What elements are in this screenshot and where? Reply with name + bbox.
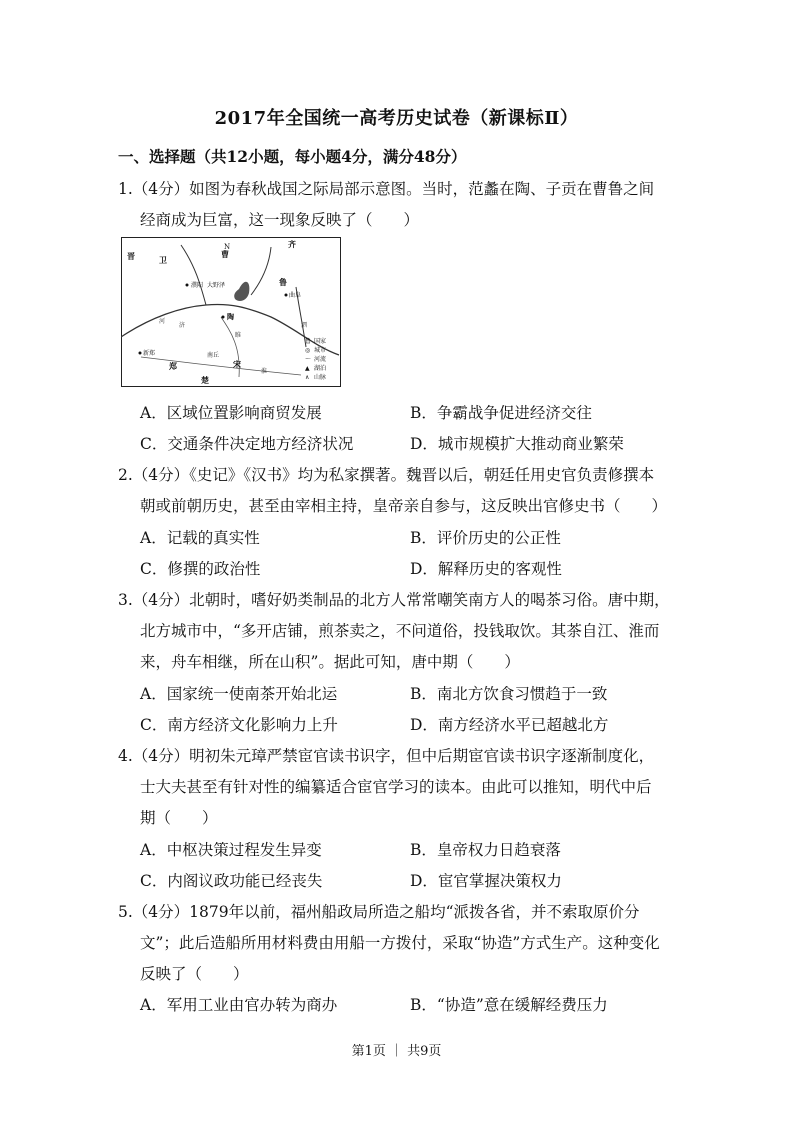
question-2-option-a: A．记载的真实性 bbox=[140, 529, 260, 547]
question-4-option-d: D．宦官掌握决策权力 bbox=[410, 872, 562, 890]
question-1-line-2: 经商成为巨富，这一现象反映了（ ） bbox=[140, 211, 420, 229]
question-1-option-a: A．区域位置影响商贸发展 bbox=[140, 404, 322, 422]
legend-symbol-1: ◎ bbox=[305, 347, 311, 354]
option-row bbox=[140, 990, 700, 1021]
option-row bbox=[140, 554, 700, 585]
question-2-stem bbox=[118, 460, 688, 522]
legend-label-1: 城市 bbox=[314, 347, 327, 354]
question-5-line-1: 5.（4分）1879年以前，福州船政局所造之船均“派拨各省，并不索取原价分 bbox=[118, 903, 640, 921]
option-row bbox=[140, 710, 700, 741]
city-dot bbox=[186, 284, 189, 287]
legend-symbol-3: ▲ bbox=[305, 365, 310, 372]
question-4-line-2: 士大夫甚至有针对性的编纂适合宦官学习的读本。由此可以推知，明代中后 bbox=[140, 778, 652, 796]
option-row bbox=[140, 523, 700, 554]
question-4-option-c: C．内阁议政功能已经丧失 bbox=[140, 872, 323, 890]
question-3-option-b: B．南北方饮食习惯趋于一致 bbox=[410, 685, 608, 703]
question-4-option-b: B．皇帝权力日趋衰落 bbox=[410, 841, 561, 859]
map-label-11: 南丘 bbox=[207, 352, 220, 359]
page-footer: 第1页 ｜ 共9页 bbox=[351, 1044, 442, 1059]
option-row bbox=[140, 429, 700, 460]
question-5-option-b: B．“协造”意在缓解经费压力 bbox=[410, 996, 608, 1014]
river-label-4: 睢 bbox=[235, 332, 242, 339]
question-4-options bbox=[140, 835, 700, 897]
map-label-1: 卫 bbox=[159, 255, 167, 265]
map-label-10: 新郑 bbox=[143, 350, 156, 357]
option-row bbox=[140, 679, 700, 710]
page-title: 2017年全国统一高考历史试卷（新课标Ⅱ） bbox=[214, 108, 579, 129]
question-4-line-3: 期（ ） bbox=[140, 809, 218, 827]
option-row bbox=[140, 398, 700, 429]
question-5-options bbox=[140, 990, 700, 1021]
question-1-stem bbox=[118, 174, 688, 236]
map-label-13: 宋 bbox=[233, 359, 241, 369]
question-5-line-2: 文”；此后造船所用材料费由用船一方拨付，采取“协造”方式生产。这种变化 bbox=[140, 934, 660, 952]
map-label-14: 楚 bbox=[201, 375, 209, 385]
map-label-7: 大野泽 bbox=[207, 282, 226, 289]
map-label-8: 曲阜 bbox=[289, 292, 302, 299]
question-2-line-1: 2.（4分）《史记》《汉书》均为私家撰著。魏晋以后，朝廷任用史官负责修撰本 bbox=[118, 466, 655, 484]
question-3-stem bbox=[118, 585, 688, 678]
question-1-option-b: B．争霸战争促进经济交往 bbox=[410, 404, 592, 422]
map-label-3: N bbox=[224, 243, 231, 251]
question-2-option-d: D．解释历史的客观性 bbox=[410, 560, 562, 578]
question-5-line-3: 反映了（ ） bbox=[140, 965, 249, 983]
legend-label-4: 山脉 bbox=[314, 374, 327, 381]
question-1-options bbox=[140, 398, 700, 460]
question-4-stem bbox=[118, 741, 688, 834]
question-4-option-a: A．中枢决策过程发生异变 bbox=[140, 841, 322, 859]
legend-symbol-2: 〜 bbox=[305, 356, 312, 363]
city-dot bbox=[222, 316, 225, 319]
question-4-line-1: 4.（4分）明初朱元璋严禁宦官读书识字，但中后期宦官读书识字逐渐制度化， bbox=[118, 747, 655, 765]
map-label-6: 濮阳 bbox=[191, 282, 204, 289]
river-label-1: 济 bbox=[179, 322, 186, 329]
section-heading: 一、选择题（共12小题，每小题4分，满分48分） bbox=[118, 147, 467, 166]
river-label-2: 泗 bbox=[301, 322, 308, 329]
city-dot bbox=[139, 352, 142, 355]
question-3-options bbox=[140, 679, 700, 741]
legend-symbol-0: 鲁 bbox=[305, 338, 312, 345]
spring-autumn-map bbox=[121, 237, 341, 387]
legend-label-3: 湖泊 bbox=[314, 365, 327, 372]
legend-label-0: 国家 bbox=[314, 338, 327, 345]
question-1-option-c: C．交通条件决定地方经济状况 bbox=[140, 435, 354, 453]
river-label-0: 河 bbox=[159, 318, 166, 325]
map-label-0: 晋 bbox=[127, 251, 135, 261]
map-label-9: 陶 bbox=[227, 312, 234, 321]
question-3-option-d: D．南方经济水平已超越北方 bbox=[410, 716, 609, 734]
question-2-option-b: B．评价历史的公正性 bbox=[410, 529, 561, 547]
legend-symbol-4: ∧ bbox=[305, 374, 310, 381]
river-label-3: 淮 bbox=[261, 368, 268, 375]
map-label-12: 郑 bbox=[169, 361, 177, 371]
question-1-line-1: 1.（4分）如图为春秋战国之际局部示意图。当时，范蠡在陶、子贡在曹鲁之间 bbox=[118, 180, 655, 198]
question-3-option-a: A．国家统一使南茶开始北运 bbox=[140, 685, 338, 703]
legend-label-2: 河流 bbox=[314, 356, 327, 363]
question-5-option-a: A．军用工业由官办转为商办 bbox=[140, 996, 338, 1014]
question-3-option-c: C．南方经济文化影响力上升 bbox=[140, 716, 338, 734]
option-row bbox=[140, 866, 700, 897]
map-label-5: 曹 bbox=[221, 249, 229, 259]
question-2-option-c: C．修撰的政治性 bbox=[140, 560, 261, 578]
question-3-line-2: 北方城市中，“多开店铺，煎茶卖之，不问道俗，投钱取饮。其茶自江、淮而 bbox=[140, 622, 660, 640]
map-label-2: 齐 bbox=[288, 239, 296, 249]
option-row bbox=[140, 835, 700, 866]
question-2-line-2: 朝或前朝历史，甚至由宰相主持，皇帝亲自参与，这反映出官修史书（ ） bbox=[140, 497, 668, 515]
city-dot bbox=[285, 294, 288, 297]
question-5-stem bbox=[118, 897, 688, 990]
question-3-line-3: 来，舟车相继，所在山积”。据此可知，唐中期（ ） bbox=[140, 653, 520, 671]
question-2-options bbox=[140, 523, 700, 585]
map-label-4: 鲁 bbox=[279, 277, 287, 287]
question-3-line-1: 3.（4分）北朝时，嗜好奶类制品的北方人常常嘲笑南方人的喝茶习俗。唐中期， bbox=[118, 591, 670, 609]
question-1-option-d: D．城市规模扩大推动商业繁荣 bbox=[410, 435, 624, 453]
